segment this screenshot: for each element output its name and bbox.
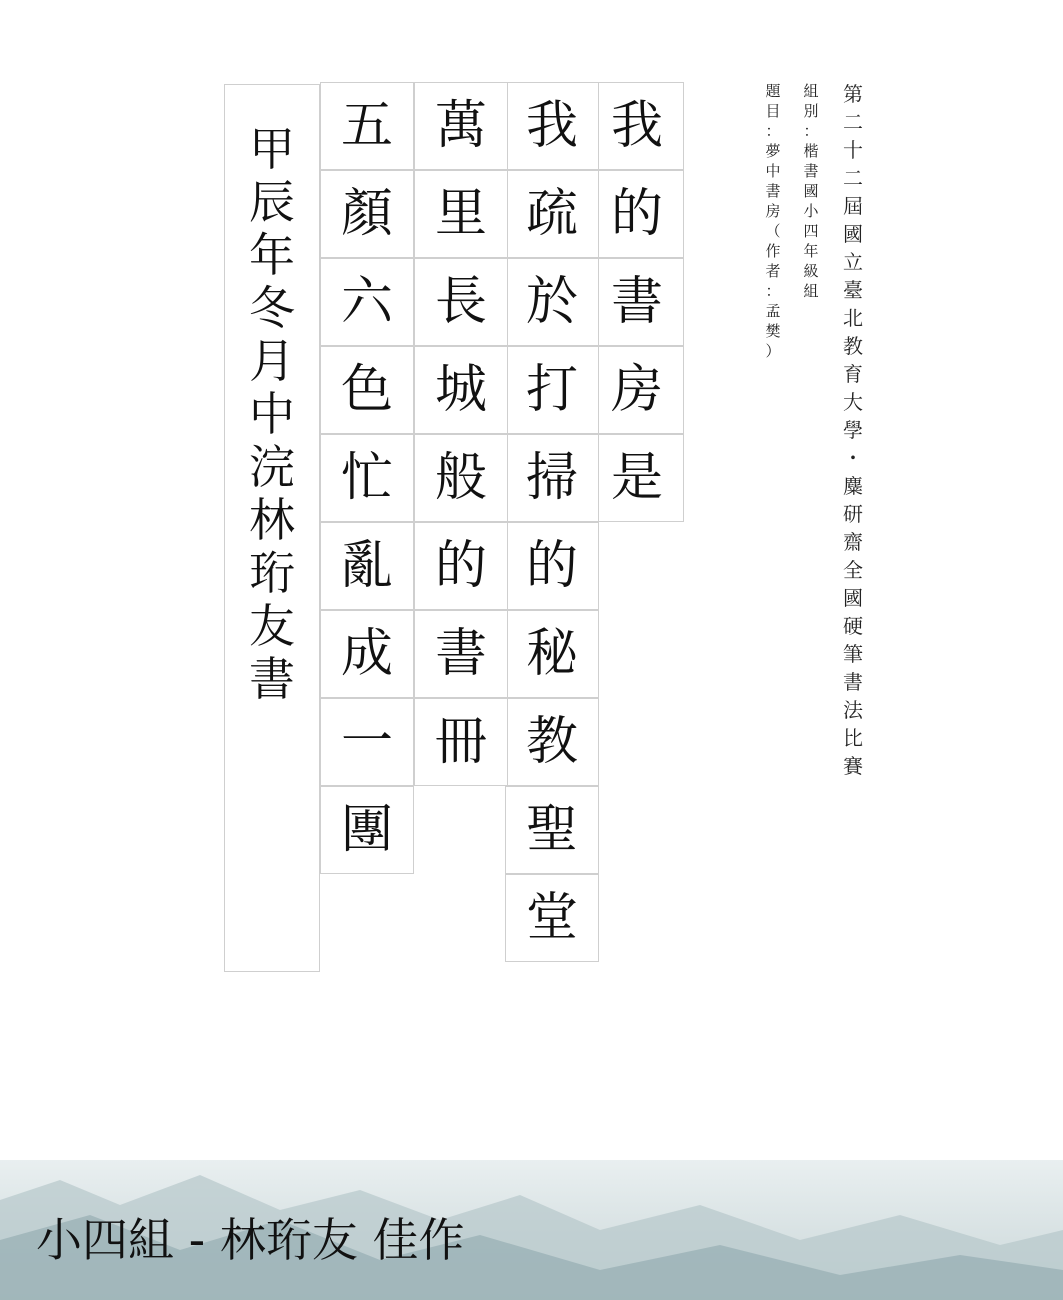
signature-character: 月 [249,334,295,388]
poem-character-cell: 長 [414,258,508,346]
signature-character: 友 [249,599,295,653]
poem-character-cell: 萬 [414,82,508,170]
poem-character-cell: 里 [414,170,508,258]
poem-character-cell: 六 [320,258,414,346]
poem-character-cell: 書 [590,258,684,346]
poem-character-cell: 五 [320,82,414,170]
poem-character-cell: 聖 [505,786,599,874]
signature-character: 浣 [249,440,295,494]
poem-character-cell: 的 [414,522,508,610]
signature-character: 林 [249,493,295,547]
poem-character-cell: 於 [505,258,599,346]
poem-character-cell: 的 [505,522,599,610]
poem-character-cell: 亂 [320,522,414,610]
poem-character-cell: 打 [505,346,599,434]
poem-character-cell: 教 [505,698,599,786]
competition-title: 第 二 十 二 屆 國 立 臺 北 教 育 大 學 ・ 麋 研 齋 全 國 硬 筆 書 法 比 賽 [843,82,863,778]
footer-title: 小四組 - 林珩友 佳作 [36,1213,465,1267]
signature-character: 書 [249,652,295,706]
poem-character-cell: 忙 [320,434,414,522]
poem-character-cell: 堂 [505,874,599,962]
poem-character-cell: 疏 [505,170,599,258]
category-label: 組 別 ： 楷 書 國 小 四 年 級 組 [803,82,819,300]
poem-character-cell: 秘 [505,610,599,698]
poem-character-cell: 掃 [505,434,599,522]
poem-character-cell: 的 [590,170,684,258]
signature-character: 辰 [249,175,295,229]
poem-character-cell: 城 [414,346,508,434]
signature-character: 年 [249,228,295,282]
poem-character-cell: 團 [320,786,414,874]
poem-character-cell: 成 [320,610,414,698]
signature-character: 珩 [249,546,295,600]
poem-character-cell: 一 [320,698,414,786]
signature-character: 冬 [249,281,295,335]
signature-character: 甲 [249,122,295,176]
poem-character-cell: 是 [590,434,684,522]
poem-character-cell: 我 [590,82,684,170]
poem-character-cell: 書 [414,610,508,698]
signature-character: 中 [249,387,295,441]
poem-character-cell: 般 [414,434,508,522]
poem-character-cell: 色 [320,346,414,434]
poem-character-cell: 我 [505,82,599,170]
poem-character-cell: 冊 [414,698,508,786]
poem-character-cell: 房 [590,346,684,434]
topic-label: 題 目 ： 夢 中 書 房 （ 作 者 ： 孟 樊 ） [765,82,781,360]
poem-character-cell: 顏 [320,170,414,258]
